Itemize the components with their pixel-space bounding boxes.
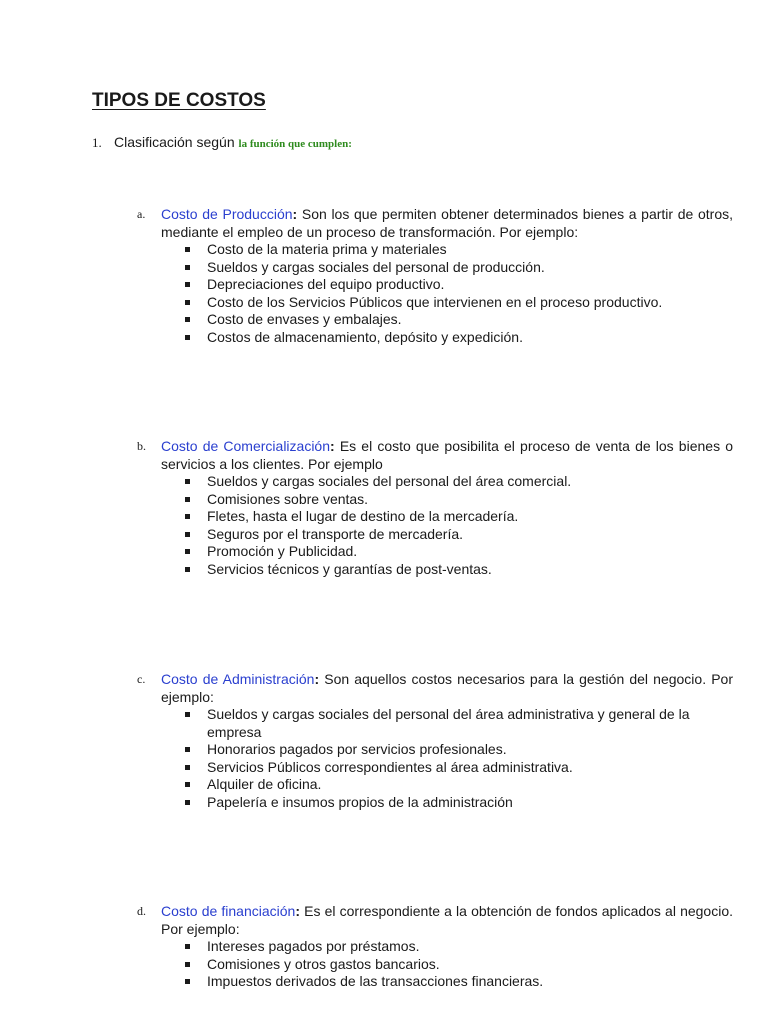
list-item-text: Papelería e insumos propios de la administración	[207, 793, 513, 810]
list-item	[185, 776, 733, 794]
list-item	[185, 794, 733, 812]
section-letter: c.	[137, 672, 146, 686]
bullet-icon	[185, 335, 190, 340]
section-term: Costo de Producción	[161, 206, 293, 222]
section-financing-cost	[137, 903, 733, 991]
bullet-icon	[185, 300, 190, 305]
bullet-icon	[185, 247, 190, 252]
section-paragraph	[161, 438, 733, 473]
list-item	[185, 491, 733, 509]
section-description: Son los que permiten obtener determinados bienes a partir de otros, mediante el empleo de un proceso de transformación. Por ejemplo:	[161, 206, 733, 240]
bullet-icon	[185, 265, 190, 270]
list-item-text: Impuestos derivados de las transacciones financieras.	[207, 973, 544, 989]
list-item	[185, 259, 733, 277]
section-description: Es el correspondiente a la obtención de fondos aplicados al negocio. Por ejemplo:	[161, 903, 733, 937]
list-item-text: Sueldos y cargas sociales del personal del área administrativa y general de la empresa	[207, 706, 690, 740]
list-item-text: Fletes, hasta el lugar de destino de la mercadería.	[207, 508, 519, 524]
list-item-text: Promoción y Publicidad.	[207, 543, 358, 559]
section-description: Es el costo que posibilita el proceso de venta de los bienes o servicios a los clientes. Por ejemplo	[161, 438, 733, 472]
list-item-text: Comisiones sobre ventas.	[207, 490, 369, 507]
list-item	[185, 526, 733, 544]
intro-text: Clasificación según	[114, 134, 235, 150]
bullet-icon	[185, 782, 190, 787]
list-item-text: Servicios técnicos y garantías de post-ventas.	[207, 560, 492, 577]
section-colon: :	[314, 671, 320, 687]
bullet-icon	[185, 747, 190, 752]
list-item-text: Servicios Públicos correspondientes al área administrativa.	[207, 758, 573, 775]
intro-highlight: la función que cumplen	[238, 138, 349, 150]
section-term: Costo de financiación	[161, 903, 296, 919]
section-production-cost	[137, 206, 733, 346]
list-item	[185, 329, 733, 347]
list-item-text: Sueldos y cargas sociales del personal del área comercial.	[207, 473, 572, 489]
example-list	[185, 706, 733, 811]
section-letter: b.	[137, 439, 146, 453]
section-letter: d.	[137, 904, 146, 918]
bullet-icon	[185, 765, 190, 770]
list-item-text: Seguros por el transporte de mercadería.	[207, 525, 464, 542]
list-item	[185, 473, 733, 491]
bullet-icon	[185, 549, 190, 554]
bullet-icon	[185, 282, 190, 287]
list-item	[185, 938, 733, 956]
bullet-icon	[185, 317, 190, 322]
list-item	[185, 294, 733, 312]
list-item	[185, 956, 733, 974]
list-item	[185, 973, 733, 991]
list-item	[185, 241, 733, 259]
list-item	[185, 543, 733, 561]
list-item-text: Costo de la materia prima y materiales	[207, 241, 447, 257]
list-item-text: Honorarios pagados por servicios profesionales.	[207, 741, 507, 757]
list-item	[185, 508, 733, 526]
list-item	[185, 706, 733, 741]
example-list	[185, 241, 733, 346]
list-item	[185, 311, 733, 329]
section-paragraph	[161, 671, 733, 706]
example-list	[185, 473, 733, 578]
list-item	[185, 741, 733, 759]
section-commercialization-cost	[137, 438, 733, 578]
bullet-icon	[185, 944, 190, 949]
bullet-icon	[185, 712, 190, 717]
section-colon: :	[292, 206, 298, 222]
bullet-icon	[185, 532, 190, 537]
section-term: Costo de Comercialización	[161, 438, 331, 454]
list-item-text: Costo de envases y embalajes.	[207, 311, 402, 327]
bullet-icon	[185, 514, 190, 519]
section-administration-cost	[137, 671, 733, 811]
list-item-text: Sueldos y cargas sociales del personal de producción.	[207, 258, 545, 275]
bullet-icon	[185, 497, 190, 502]
list-item	[185, 561, 733, 579]
section-description: Son aquellos costos necesarios para la gestión del negocio. Por ejemplo:	[161, 671, 733, 705]
classification-intro	[92, 134, 352, 151]
section-paragraph	[161, 206, 733, 241]
bullet-icon	[185, 567, 190, 572]
intro-number: 1.	[92, 135, 102, 150]
section-letter: a.	[137, 207, 146, 221]
example-list	[185, 938, 733, 991]
list-item	[185, 276, 733, 294]
list-item-text: Alquiler de oficina.	[207, 776, 322, 792]
section-term: Costo de Administración	[161, 671, 315, 687]
bullet-icon	[185, 479, 190, 484]
section-paragraph	[161, 903, 733, 938]
list-item-text: Costos de almacenamiento, depósito y expedición.	[207, 328, 523, 345]
bullet-icon	[185, 962, 190, 967]
list-item-text: Costo de los Servicios Públicos que intervienen en el proceso productivo.	[207, 293, 663, 310]
list-item-text: Depreciaciones del equipo productivo.	[207, 276, 445, 292]
list-item-text: Comisiones y otros gastos bancarios.	[207, 955, 440, 972]
intro-highlight-colon: :	[348, 138, 352, 150]
page-title: TIPOS DE COSTOS	[92, 90, 266, 111]
list-item-text: Intereses pagados por préstamos.	[207, 938, 420, 954]
bullet-icon	[185, 800, 190, 805]
section-colon: :	[295, 903, 301, 919]
section-colon: :	[330, 438, 335, 454]
bullet-icon	[185, 979, 190, 984]
list-item	[185, 759, 733, 777]
